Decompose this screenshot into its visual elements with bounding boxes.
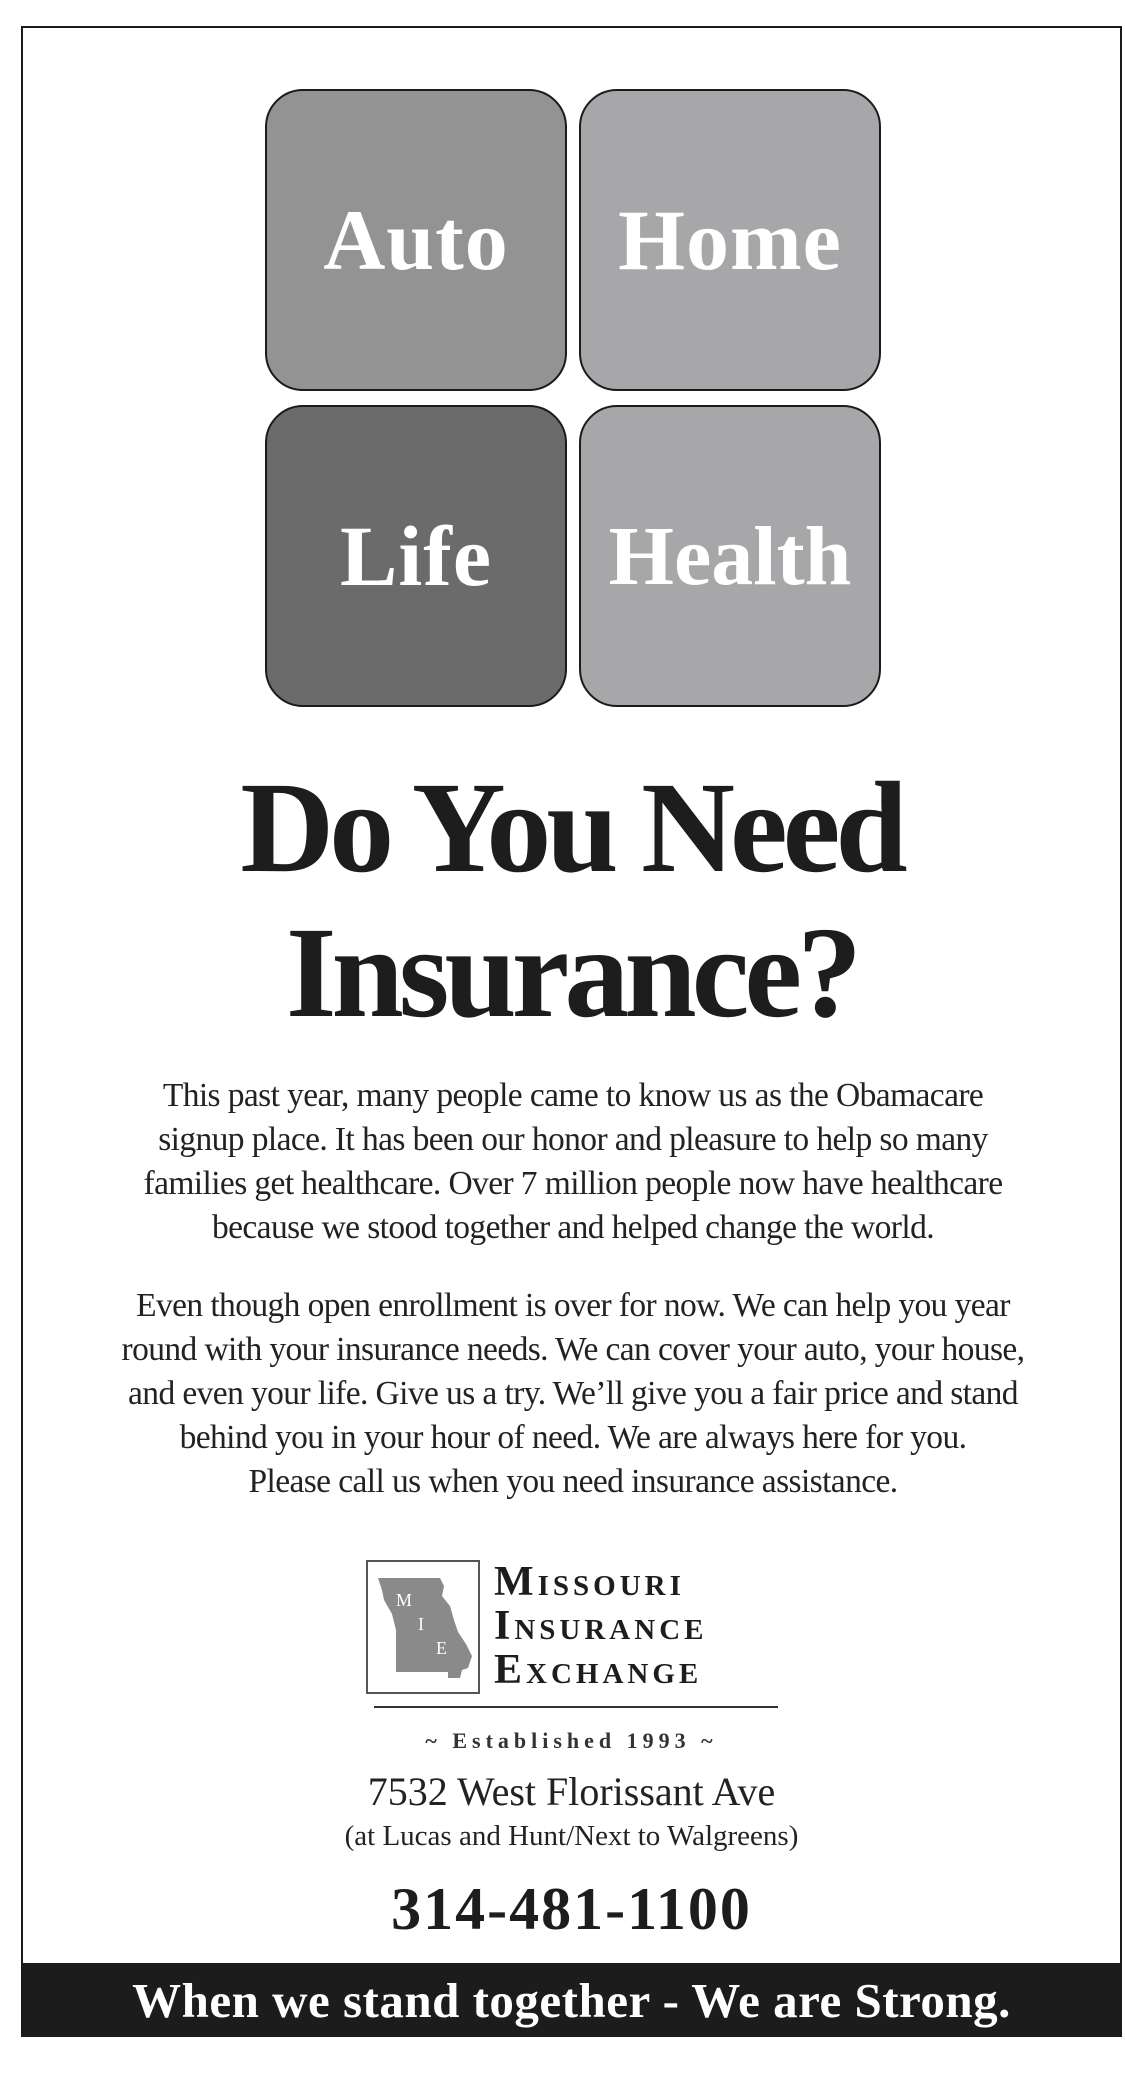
paragraph-line: families get healthcare. Over 7 million people now have healthcare — [143, 1165, 1003, 1202]
established-line: ~ Established 1993 ~ — [425, 1728, 718, 1753]
company-name-line-3: Exchange — [494, 1647, 703, 1693]
body-paragraph-1 — [63, 1074, 1083, 1250]
tile-home-label: Home — [618, 192, 842, 288]
paragraph-line: This past year, many people came to know us as the Obamacare — [162, 1077, 984, 1114]
logo-letter-i: I — [418, 1614, 424, 1634]
address-note: (at Lucas and Hunt/Next to Walgreens) — [344, 1820, 799, 1852]
coverage-tiles — [23, 28, 1120, 728]
tile-health — [579, 405, 881, 707]
missouri-map-icon — [366, 1560, 480, 1694]
tagline-text: When we stand together - We are Strong. — [132, 1972, 1011, 2028]
headline-line-1: Do You Need — [240, 756, 903, 900]
tile-life — [265, 405, 567, 707]
tile-auto-label: Auto — [323, 192, 509, 288]
body-paragraph-2 — [63, 1284, 1083, 1504]
tile-home — [579, 89, 881, 391]
company-logo — [366, 1560, 784, 1708]
company-name-line-1: Missouri — [494, 1559, 685, 1605]
paragraph-line: because we stood together and helped change the world. — [211, 1209, 934, 1246]
company-name-line-2: Insurance — [494, 1603, 708, 1649]
logo-letter-e: E — [436, 1638, 447, 1658]
paragraph-line: behind you in your hour of need. We are always here for you. — [179, 1419, 967, 1456]
tagline-banner — [23, 1963, 1120, 2037]
paragraph-line: round with your insurance needs. We can cover your auto, your house, — [121, 1331, 1025, 1368]
logo-divider — [374, 1706, 778, 1708]
company-name — [494, 1560, 784, 1692]
logo-letter-m: M — [396, 1590, 413, 1610]
insurance-ad — [21, 26, 1122, 2037]
phone-number: 314-481-1100 — [391, 1876, 752, 1942]
paragraph-line: signup place. It has been our honor and pleasure to help so many — [158, 1121, 988, 1158]
paragraph-line: and even your life. Give us a try. We’ll give you a fair price and stand — [128, 1375, 1018, 1412]
paragraph-line: Please call us when you need insurance assistance. — [248, 1463, 898, 1500]
headline-line-2: Insurance? — [285, 901, 858, 1045]
tile-health-label: Health — [608, 509, 852, 603]
paragraph-line: Even though open enrollment is over for now. We can help you year — [136, 1287, 1010, 1324]
tile-auto — [265, 89, 567, 391]
street-address: 7532 West Florissant Ave — [367, 1769, 776, 1814]
tile-life-label: Life — [339, 508, 493, 604]
